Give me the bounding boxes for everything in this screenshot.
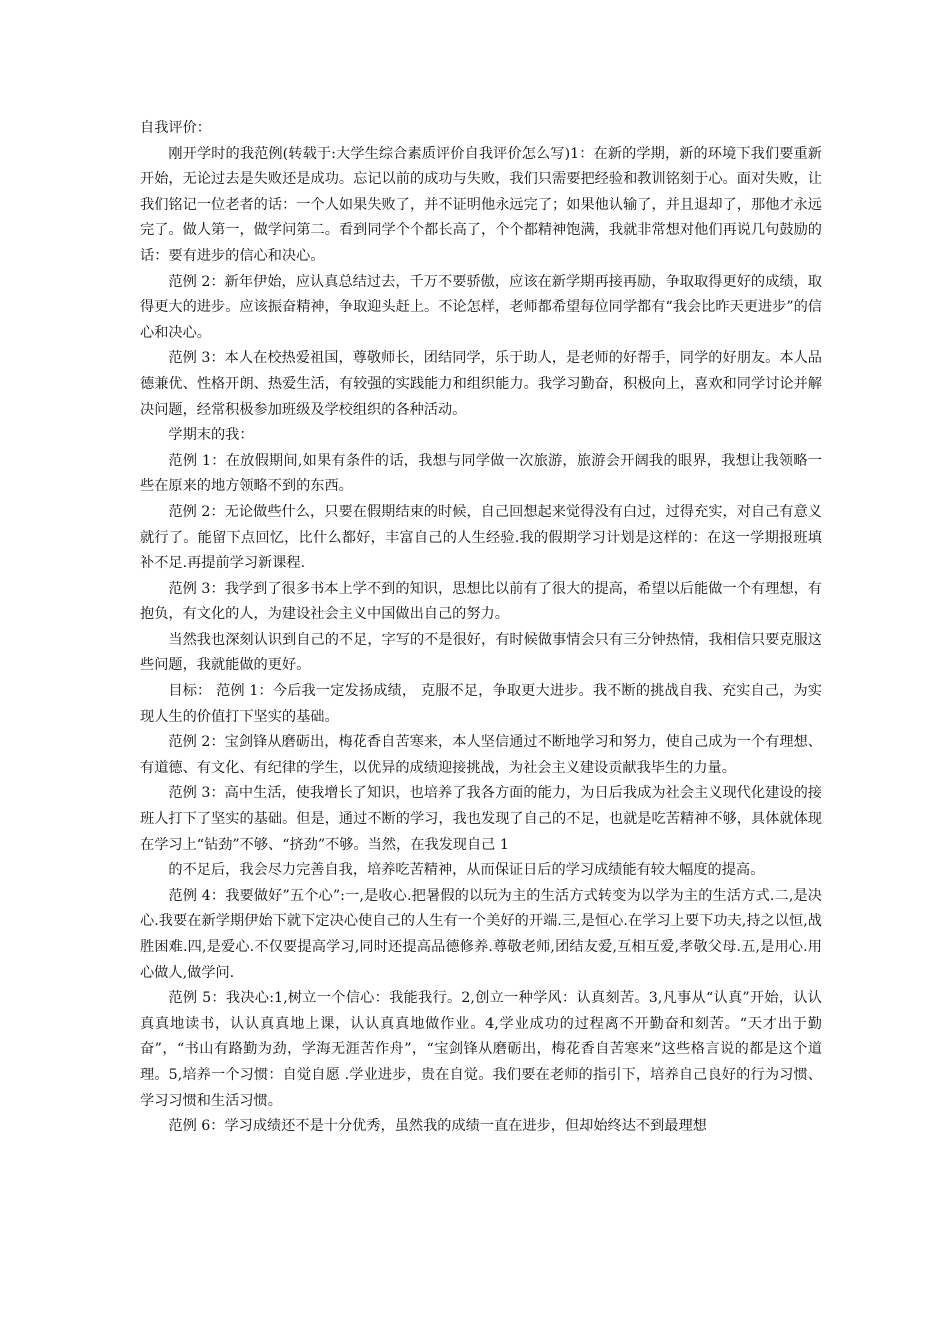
paragraph-shortcomings: 当然我也深刻认识到自己的不足，字写的不是很好，有时候做事情会只有三分钟热情，我相信只要克服这些问题，我就能做的更好。 bbox=[140, 631, 822, 674]
document-body bbox=[140, 116, 822, 1140]
paragraph-goal-example-4: 范例 4：我要做好”五个心”:一,是收心.把暑假的以玩为主的生活方式转变为以学为主的生活方式.二,是决心.我要在新学期伊始下就下定决心使自己的人生有一个美好的开端.三,是恒心.在学习上要下功夫,持之以恒,战胜困难.四,是爱心.不仅要提高学习,同时还提高品德修养.尊敬老师,团结友爱,互相互爱,孝敬父母.五,是用心.用心做人,做学问. bbox=[140, 887, 822, 981]
paragraph-goal-example-3: 范例 3：高中生活，使我增长了知识，也培养了我各方面的能力，为日后我成为社会主义现代化建设的接班人打下了坚实的基础。但是，通过不断的学习，我也发现了自己的不足，也就是吃苦精神不够，具体就体现在学习上“钻劲”不够、“挤劲”不够。当然，在我发现自己 1 bbox=[140, 785, 822, 853]
paragraph-goal-example-1: 目标： 范例 1：今后我一定发扬成绩， 克服不足，争取更大进步。我不断的挑战自我、充实自己，为实现人生的价值打下坚实的基础。 bbox=[140, 683, 822, 725]
paragraph-start-example-2: 范例 2：新年伊始，应认真总结过去，千万不要骄傲，应该在新学期再接再励，争取取得更好的成绩，取得更大的进步。应该振奋精神，争取迎头赶上。不论怎样，老师都希望每位同学都有“我会比昨天更进步”的信心和决心。 bbox=[140, 273, 822, 341]
paragraph-goal-example-3-continued: 的不足后，我会尽力完善自我，培养吃苦精神，从而保证日后的学习成绩能有较大幅度的提高。 bbox=[168, 862, 765, 879]
document-heading: 自我评价： bbox=[140, 120, 211, 136]
paragraph-goal-example-6: 范例 6：学习成绩还不是十分优秀，虽然我的成绩一直在进步，但却始终达不到最理想 bbox=[168, 1118, 707, 1135]
section-heading-end-of-term: 学期末的我： bbox=[168, 427, 254, 444]
paragraph-goal-example-2: 范例 2：宝剑锋从磨砺出，梅花香自苦寒来，本人坚信通过不断地学习和努力，使自己成为一个有理想、有道德、有文化、有纪律的学生，以优异的成绩迎接挑战，为社会主义建设贡献我毕生的力量。 bbox=[140, 734, 822, 776]
paragraph-goal-example-5: 范例 5：我决心:1,树立一个信心：我能我行。2,创立一种学风：认真刻苦。3,凡事从“认真”开始，认认真真地读书，认认真真地上课，认认真真地做作业。4,学业成功的过程离不开勤奋和刻苦。“天才出于勤奋”，“书山有路勤为劲，学海无涯苦作舟”，“宝剑锋从磨砺出，梅花香自苦寒来”这些格言说的都是这个道理。5,培养一个习惯：自觉自愿 .学业进步，贵在自觉。我们要在老师的指引下，培养自己良好的行为习惯、学习习惯和生活习惯。 bbox=[140, 990, 822, 1109]
paragraph-end-example-2: 范例 2：无论做些什么，只要在假期结束的时候，自己回想起来觉得没有白过，过得充实，对自己有意义就行了。能留下点回忆，比什么都好，丰富自己的人生经验.我的假期学习计划是这样的：在这一学期报班填补不足.再提前学习新课程. bbox=[140, 503, 822, 572]
paragraph-end-example-1: 范例 1：在放假期间,如果有条件的话，我想与同学做一次旅游，旅游会开阔我的眼界，我想让我领略一些在原来的地方领略不到的东西。 bbox=[140, 452, 822, 495]
paragraph-end-example-3: 范例 3：我学到了很多书本上学不到的知识，思想比以前有了很大的提高，希望以后能做一个有理想，有抱负，有文化的人，为建设社会主义中国做出自己的努力。 bbox=[140, 580, 822, 623]
paragraph-start-example-3: 范例 3：本人在校热爱祖国，尊敬师长，团结同学，乐于助人，是老师的好帮手，同学的好朋友。本人品德兼优、性格开朗、热爱生活，有较强的实践能力和组织能力。我学习勤奋，积极向上，喜欢和同学讨论并解决问题，经常积极参加班级及学校组织的各种活动。 bbox=[140, 350, 822, 418]
paragraph-intro: 刚开学时的我范例(转载于:大学生综合素质评价自我评价怎么写)1：在新的学期，新的环境下我们要重新开始，无论过去是失败还是成功。忘记以前的成功与失败，我们只需要把经验和教训铭刻于心。面对失败，让我们铭记一位老者的话：一个人如果失败了，并不证明他永远完了；如果他认输了，并且退却了，那他才永远完了。做人第一，做学问第二。看到同学个个都长高了，个个都精神饱满，我就非常想对他们再说几句鼓励的话：要有进步的信心和决心。 bbox=[140, 145, 822, 264]
